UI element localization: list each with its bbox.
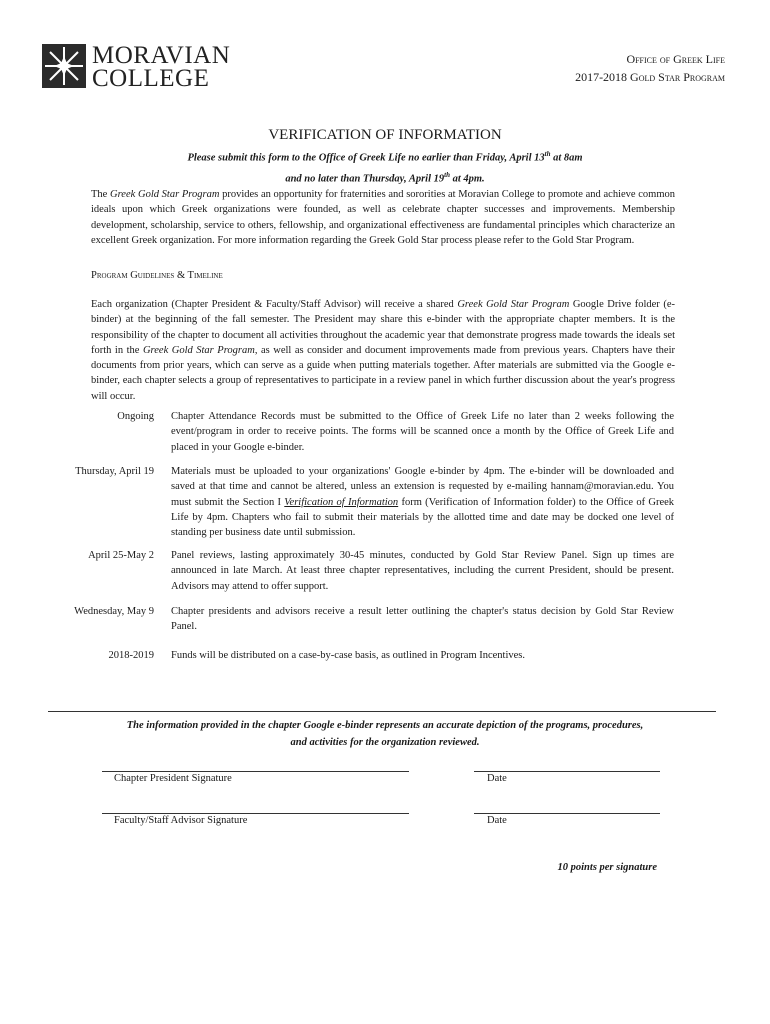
timeline-date: Wednesday, May 9 bbox=[74, 606, 154, 617]
president-signature-line[interactable] bbox=[102, 771, 409, 772]
timeline-description: Chapter presidents and advisors receive a result letter outlining the chapter's status decision by Gold Star Review Panel. bbox=[171, 606, 674, 633]
college-logo-text bbox=[92, 44, 230, 90]
program-name: 2017-2018 Gold Star Program bbox=[575, 70, 725, 84]
office-header bbox=[575, 50, 725, 86]
timeline-description: Funds will be distributed on a case-by-case basis, as outlined in Program Incentives. bbox=[171, 650, 526, 661]
timeline-date: 2018-2019 bbox=[108, 650, 154, 661]
advisor-date-line[interactable] bbox=[474, 813, 660, 814]
advisor-date-label: Date bbox=[487, 815, 507, 826]
timeline-description: Materials must be uploaded to your organizations' Google e-binder by 4pm. The e-binder will be downloaded and saved at that time and cannot be altered, unless an extension is requested by e-mailing hannam@moravian.edu. You must submit the Section I Verification of Information form (Verification of Information folder) to the Office of Greek Life by 4pm. Chapters who fail to submit their materials by the allotted time and date may be docked one level of standing per business date until submission. bbox=[171, 466, 675, 539]
president-date-label: Date bbox=[487, 773, 507, 784]
timeline-date: Ongoing bbox=[117, 411, 154, 422]
page-title: VERIFICATION OF INFORMATION bbox=[268, 127, 502, 143]
timeline-date: Thursday, April 19 bbox=[75, 466, 154, 477]
timeline-description: Chapter Attendance Records must be submitted to the Office of Greek Life no later than 2 weeks following the event/program in order to receive points. The forms will be scanned once a month by the Office of Greek Life and placed in your Google e-binder. bbox=[171, 411, 674, 453]
guidelines-heading: Program Guidelines & Timeline bbox=[91, 270, 223, 281]
logo-line-2: COLLEGE bbox=[92, 65, 210, 92]
section-divider bbox=[48, 711, 716, 712]
timeline-date: April 25-May 2 bbox=[88, 550, 154, 561]
verification-of-information-link[interactable]: Verification of Information bbox=[284, 496, 399, 508]
president-signature-label: Chapter President Signature bbox=[114, 773, 232, 784]
points-per-signature-note: 10 points per signature bbox=[557, 862, 657, 873]
accuracy-statement: The information provided in the chapter Google e-binder represents an accurate depiction of the programs, procedures, and activities for the organization reviewed. bbox=[126, 720, 644, 748]
intro-paragraph: The Greek Gold Star Program provides an opportunity for fraternities and sororities at Moravian College to promote and achieve common ideals upon which Greek organizations were founded, as well as celebrate chapter successes and improvements. Membership development, scholarship, service to others, fellowship, and organizational effectiveness are fundamental principles which characterize an excellent Greek organization. For more information regarding the Greek Gold Star process please refer to the Gold Star Program. bbox=[91, 189, 675, 246]
office-name: Office of Greek Life bbox=[626, 52, 725, 66]
president-date-line[interactable] bbox=[474, 771, 660, 772]
logo-line-1: MORAVIAN bbox=[92, 42, 231, 69]
advisor-signature-label: Faculty/Staff Advisor Signature bbox=[114, 815, 248, 826]
college-logo-mark-icon bbox=[42, 44, 86, 88]
advisor-signature-line[interactable] bbox=[102, 813, 409, 814]
timeline-description: Panel reviews, lasting approximately 30-45 minutes, conducted by Gold Star Review Panel. Sign up times are announced in late March. At least three chapter representatives, including the current President, should be present. Advisors may attend to offer support. bbox=[171, 550, 674, 592]
guidelines-paragraph: Each organization (Chapter President & Faculty/Staff Advisor) will receive a shared Greek Gold Star Program Google Drive folder (e-binder) at the beginning of the fall semester. The President may share this e-binder with the appropriate chapter members. It is the responsibility of the chapter to document all activities throughout the academic year that demonstrate progress made towards the ideals set forth in the Greek Gold Star Program, as well as consider and document improvements made from previous years. Chapters have their documents from prior years, which can serve as a guide when putting materials together. After materials are submitted via the Google e-binder, each chapter selects a group of representatives to participate in a review panel in which further discussion about the year's progress will occur. bbox=[91, 299, 676, 402]
submission-deadline-note: Please submit this form to the Office of Greek Life no earlier than Friday, April 13th at 8am and no later than Thursday, April 19th at 4pm. bbox=[187, 150, 583, 184]
